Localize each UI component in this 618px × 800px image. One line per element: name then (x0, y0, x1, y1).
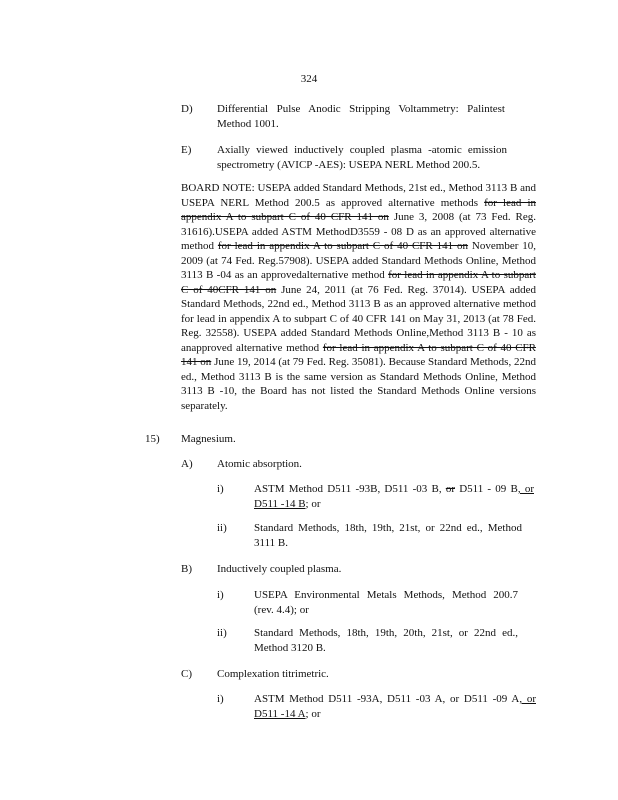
magnesium-b-label: B) (181, 563, 192, 575)
deleted-text: or (445, 483, 455, 495)
magnesium-a-title: Atomic absorption. (217, 458, 302, 470)
section-15-title: Magnesium. (181, 433, 236, 445)
page-number: 324 (300, 73, 318, 85)
deleted-text: for lead in appendix A to subpart C of 40 CFR 141 on (217, 240, 469, 252)
magnesium-a-label: A) (181, 458, 193, 470)
deleted-text: for lead in appendix A to subpart C of 40 CFR 141 on (181, 196, 536, 223)
magnesium-b-ii-label: ii) (217, 627, 227, 639)
magnesium-b-ii-text: Standard Methods, 18th, 19th, 20th, 21st, or 22nd ed., Method 3120 B. (254, 627, 518, 654)
magnesium-a-ii-text: Standard Methods, 18th, 19th, 21st, or 22nd ed., Method 3111 B. (254, 522, 522, 549)
item-d-text: Differential Pulse Anodic Stripping Voltammetry: Palintest Method 1001. (217, 103, 505, 130)
text-run: ASTM Method D511 -93B, D511 -03 B, (254, 483, 446, 495)
text-run: June 19, 2014 (at 79 Fed. Reg. 35081). Because Standard Methods, 22nd ed., Method 3113 B is the same version as Standard Methods Online, Method 3113 B -10, the Board has not listed the Standard Methods Online versions separately. (181, 356, 536, 412)
magnesium-c-title: Complexation titrimetric. (217, 668, 329, 680)
text-run: June 3, 2008 (at 73 Fed. Reg. 31616).USEPA added ASTM MethodD3559 - 08 D as an approved alternative method (181, 211, 537, 252)
board-note (181, 181, 536, 413)
text-run: D511 - 09 B (454, 483, 518, 495)
text-run: ; or (305, 707, 321, 720)
text-run: D511 -09 A (459, 693, 520, 705)
text-run: ; or (305, 497, 321, 510)
text-run: BOARD NOTE: USEPA added Standard Methods, 21st ed., Method 3113 B and USEPA NERL Method 200.5 as approved alternative methods (181, 182, 536, 209)
magnesium-a-ii-label: ii) (217, 522, 227, 534)
item-e-text: Axially viewed inductively coupled plasma -atomic emission spectrometry (AVICP -AES): USEPA NERL Method 200.5. (217, 144, 507, 171)
text-run: or (449, 693, 460, 705)
item-e-label: E) (181, 144, 192, 156)
text-run: June 24, 2011 (at 76 Fed. Reg. 37014). USEPA added Standard Methods, 22nd ed., Method 3113 B as an approved alternative method for lead in appendix A to subpart C of 40 CFR 141 on May 31, 2013 (at 78 Fed. Reg. 32558). USEPA added Standard Methods Online,Method 3113 B - 10 as anapproved alternative method (181, 283, 536, 354)
inserted-text: , or D511 -14 A (254, 693, 536, 720)
deleted-text: for lead in appendix A to subpart C of 40CFR 141 on (181, 269, 536, 296)
magnesium-a-i-text (254, 482, 534, 511)
section-15-label: 15) (145, 433, 160, 445)
magnesium-b-i-text: USEPA Environmental Metals Methods, Method 200.7 (rev. 4.4); or (254, 589, 518, 616)
magnesium-b-title: Inductively coupled plasma. (217, 563, 342, 575)
magnesium-c-i-text (254, 692, 536, 721)
deleted-text: for lead in appendix A to subpart C of 40 CFR 141 on (181, 341, 536, 368)
magnesium-b-i-label: i) (217, 589, 224, 601)
magnesium-c-i-label: i) (217, 693, 224, 705)
item-d-label: D) (181, 103, 193, 115)
inserted-text: , or D511 -14 B (254, 483, 534, 510)
text-run: November 10, 2009 (at 74 Fed. Reg.57908). USEPA added Standard Methods Online, Method 3113 B -04 as an approvedalternative method (181, 240, 537, 281)
magnesium-c-label: C) (181, 668, 192, 680)
text-run: ASTM Method D511 -93A, D511 -03 A, (254, 693, 450, 705)
magnesium-a-i-label: i) (217, 483, 224, 495)
